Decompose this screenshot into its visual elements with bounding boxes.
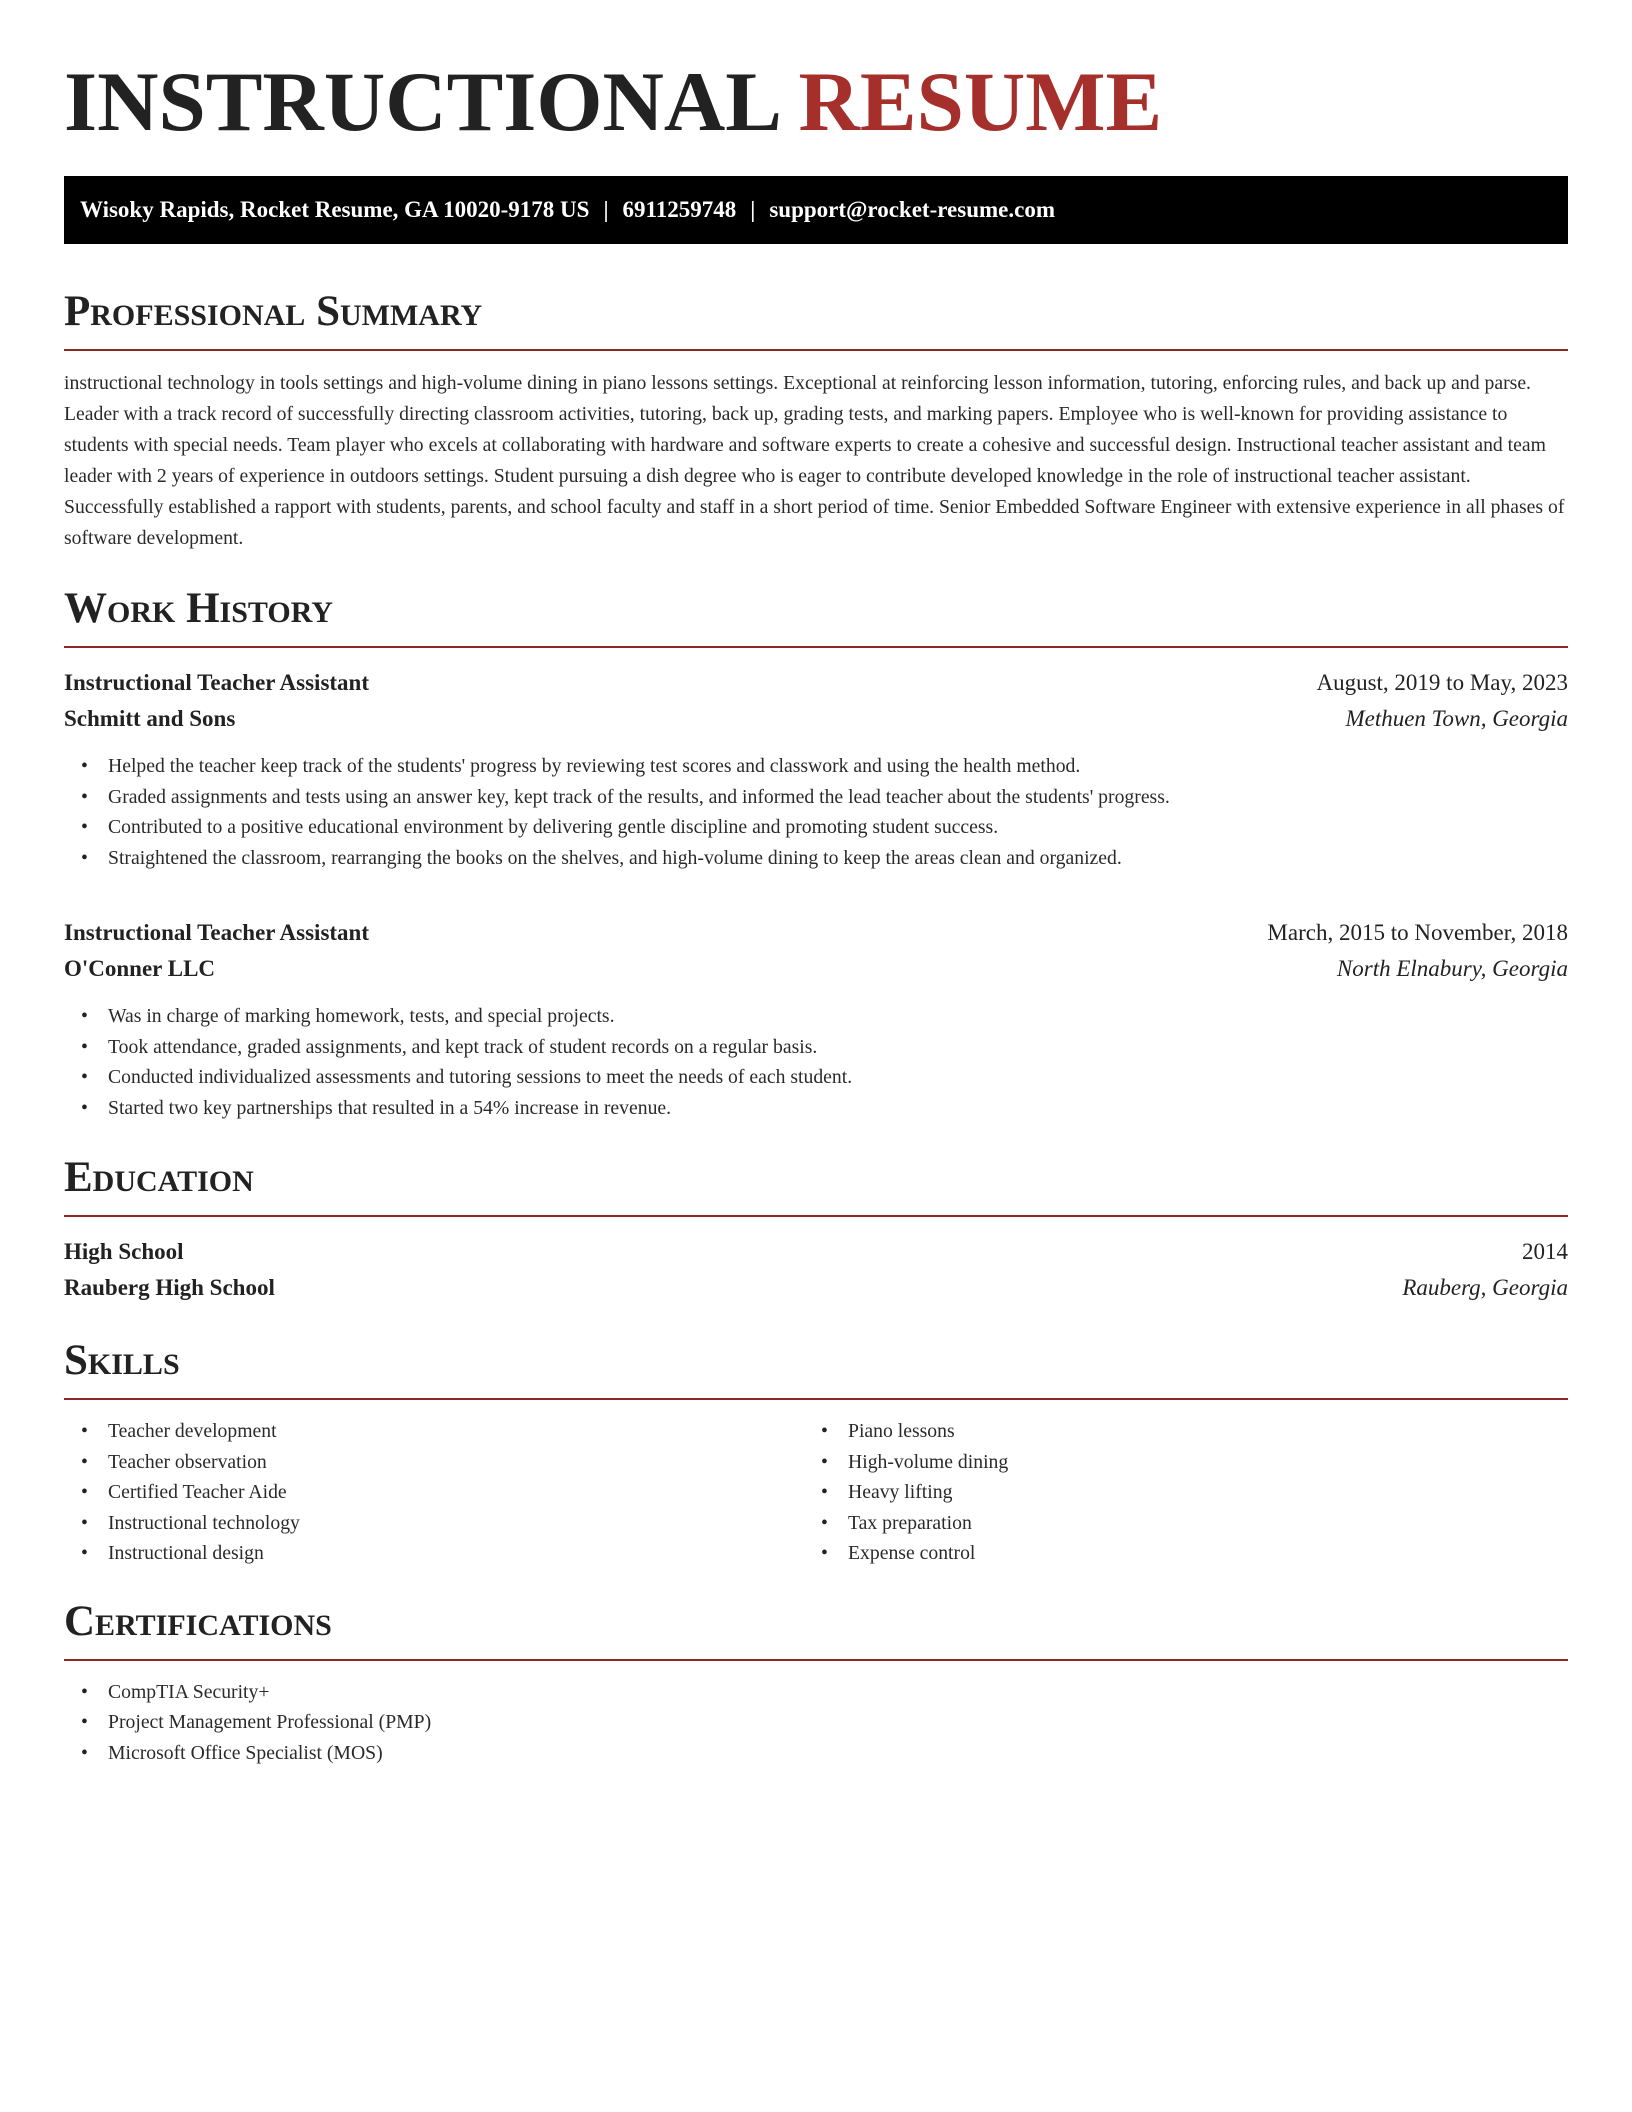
education-heading: Education <box>64 1154 254 1201</box>
education-degree: High School <box>64 1239 184 1264</box>
section-divider <box>64 1659 1568 1661</box>
list-item: • CompTIA Security+ <box>64 1677 1568 1708</box>
contact-separator: | <box>750 197 756 222</box>
job-company: Schmitt and Sons <box>64 706 236 731</box>
list-item: • Took attendance, graded assignments, and kept track of student records on a regular basis. <box>64 1032 1568 1063</box>
job-duties-list <box>64 1001 1568 1123</box>
contact-bar <box>64 176 1568 244</box>
job-dates: March, 2015 to November, 2018 <box>1267 920 1568 945</box>
job-title: Instructional Teacher Assistant <box>64 670 370 695</box>
work-history-section <box>64 582 1568 1123</box>
list-item: • Tax preparation <box>804 1508 1544 1539</box>
title-part-1: INSTRUCTIONAL <box>64 55 778 149</box>
resume-page <box>64 0 1568 1768</box>
list-item: • Instructional design <box>64 1538 804 1569</box>
list-item: • Conducted individualized assessments and tutoring sessions to meet the needs of each student. <box>64 1062 1568 1093</box>
section-divider <box>64 349 1568 351</box>
list-item: • Piano lessons <box>804 1416 1544 1447</box>
summary-section <box>64 285 1568 554</box>
certifications-section <box>64 1595 1568 1769</box>
list-item: • Instructional technology <box>64 1508 804 1539</box>
job-dates: August, 2019 to May, 2023 <box>1316 670 1568 695</box>
job-title: Instructional Teacher Assistant <box>64 920 370 945</box>
list-item: • Was in charge of marking homework, tests, and special projects. <box>64 1001 1568 1032</box>
section-divider <box>64 1215 1568 1217</box>
education-year: 2014 <box>1522 1239 1568 1264</box>
job-location: North Elnabury, Georgia <box>1336 956 1568 981</box>
skills-section <box>64 1334 1568 1569</box>
job-entry <box>64 915 1568 1123</box>
contact-email: support@rocket-resume.com <box>769 197 1055 222</box>
contact-separator: | <box>603 197 609 222</box>
skills-list <box>64 1416 804 1569</box>
education-location: Rauberg, Georgia <box>1402 1275 1568 1300</box>
certifications-heading: Certifications <box>64 1597 332 1645</box>
certifications-list <box>64 1677 1568 1769</box>
summary-heading: Professional Summary <box>64 288 483 335</box>
job-location: Methuen Town, Georgia <box>1345 706 1568 731</box>
section-divider <box>64 1398 1568 1400</box>
list-item: • Contributed to a positive educational environment by delivering gentle discipline and promoting student success. <box>64 812 1568 843</box>
list-item: • Teacher observation <box>64 1447 804 1478</box>
skills-column-right <box>804 1416 1544 1569</box>
list-item: • Expense control <box>804 1538 1544 1569</box>
list-item: • Project Management Professional (PMP) <box>64 1707 1568 1738</box>
title-part-2: RESUME <box>798 55 1163 149</box>
education-school: Rauberg High School <box>64 1275 275 1300</box>
list-item: • Certified Teacher Aide <box>64 1477 804 1508</box>
job-duties-list <box>64 751 1568 873</box>
skills-list <box>804 1416 1544 1569</box>
list-item: • Teacher development <box>64 1416 804 1447</box>
contact-address: Wisoky Rapids, Rocket Resume, GA 10020-9178 US <box>80 197 590 222</box>
contact-phone: 6911259748 <box>622 197 737 222</box>
list-item: • Started two key partnerships that resulted in a 54% increase in revenue. <box>64 1093 1568 1124</box>
skills-heading: Skills <box>64 1337 180 1384</box>
list-item: • Heavy lifting <box>804 1477 1544 1508</box>
list-item: • Graded assignments and tests using an answer key, kept track of the results, and informed the lead teacher about the students' progress. <box>64 782 1568 813</box>
skills-column-left <box>64 1416 804 1569</box>
section-divider <box>64 646 1568 648</box>
resume-title <box>64 0 1568 152</box>
education-section <box>64 1151 1568 1306</box>
list-item: • Straightened the classroom, rearranging the books on the shelves, and high-volume dining to keep the areas clean and organized. <box>64 843 1568 874</box>
work-history-heading: Work History <box>64 585 333 632</box>
job-company: O'Conner LLC <box>64 956 216 981</box>
skills-columns <box>64 1416 1568 1569</box>
job-entry <box>64 665 1568 873</box>
list-item: • Microsoft Office Specialist (MOS) <box>64 1738 1568 1769</box>
list-item: • High-volume dining <box>804 1447 1544 1478</box>
education-entry <box>64 1234 1568 1306</box>
list-item: • Helped the teacher keep track of the students' progress by reviewing test scores and classwork and using the health method. <box>64 751 1568 782</box>
summary-text: instructional technology in tools settings and high-volume dining in piano lessons settings. Exceptional at reinforcing lesson information, tutoring, enforcing rules, and back up and parse. Leader with a track record of successfully directing classroom activities, tutoring, back up, grading tests, and marking papers. Employee who is well-known for providing assistance to students with special needs. Team player who excels at collaborating with hardware and software experts to create a cohesive and successful design. Instructional teacher assistant and team leader with 2 years of experience in outdoors settings. Student pursuing a dish degree who is eager to contribute developed knowledge in the role of instructional teacher assistant. Successfully established a rapport with students, parents, and school faculty and staff in a short period of time. Senior Embedded Software Engineer with extensive experience in all phases of software development. <box>64 372 1565 549</box>
